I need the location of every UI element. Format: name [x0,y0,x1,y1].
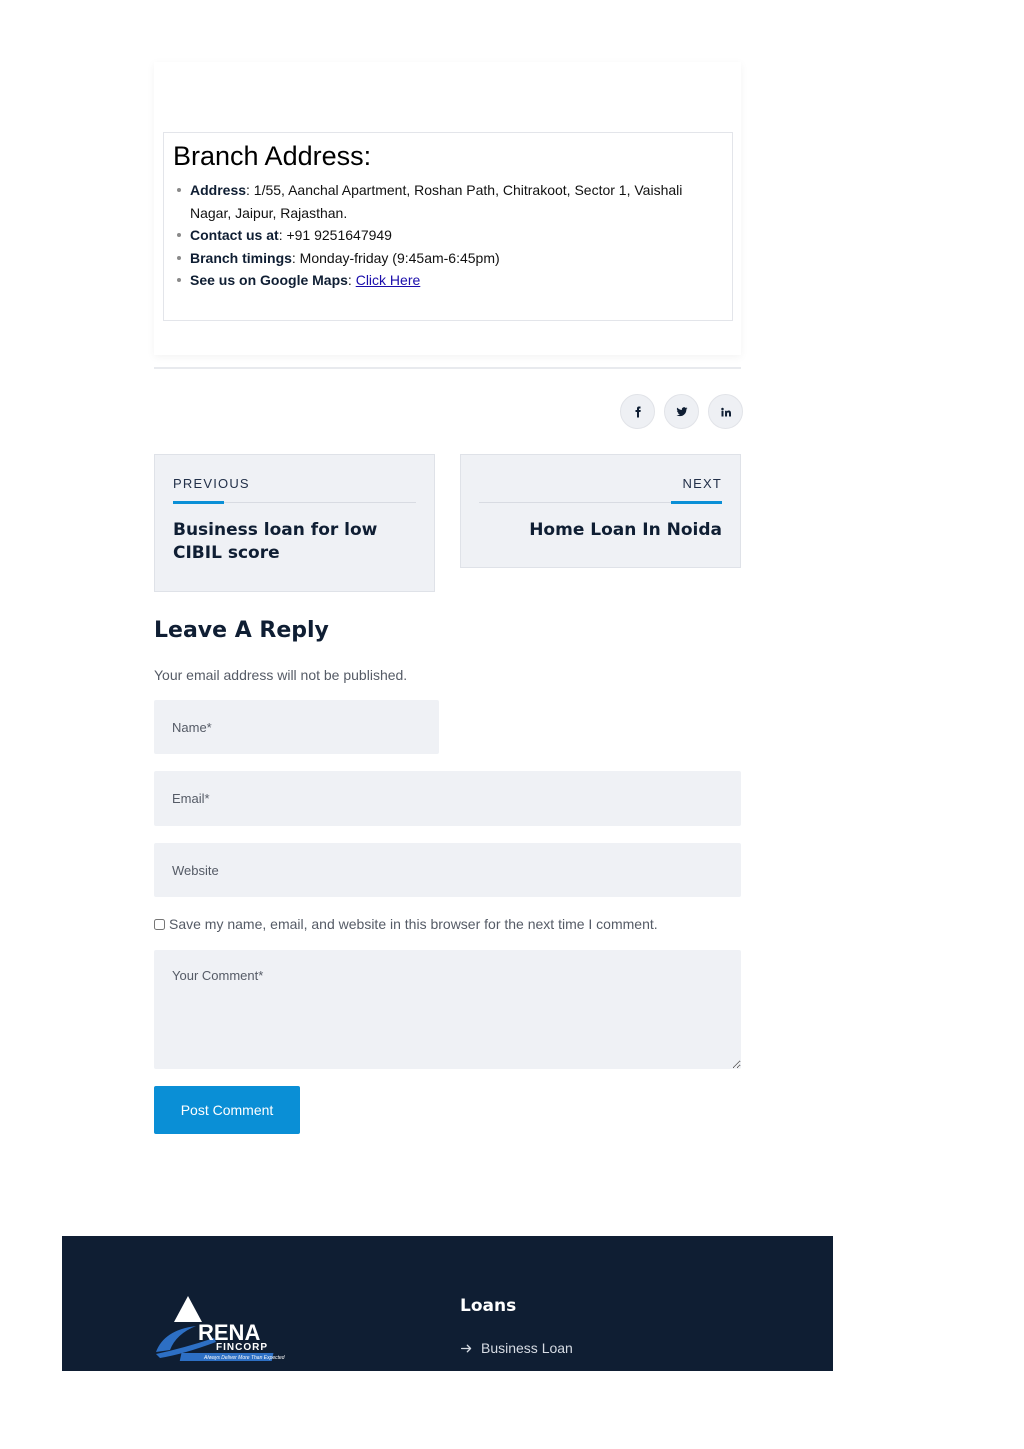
svg-text:Always Deliver More Than Expec: Always Deliver More Than Expected [204,1355,285,1361]
branch-card [154,62,741,355]
previous-rule [173,502,416,503]
reply-note: Your email address will not be published. [154,667,408,683]
twitter-share-button[interactable] [664,394,699,429]
post-comment-button[interactable]: Post Comment [154,1086,300,1134]
next-rule [479,502,722,503]
maps-link[interactable]: Click Here [355,272,421,288]
footer-link-business-loan[interactable] [460,1340,573,1356]
save-info-checkbox[interactable] [154,919,165,930]
facebook-share-button[interactable] [620,394,655,429]
svg-text:FINCORP: FINCORP [216,1342,268,1353]
save-info-row [154,916,658,932]
social-share [620,394,743,429]
next-accent [671,501,722,504]
address-label: Address [190,182,247,198]
email-field[interactable] [154,771,741,826]
content-divider [154,367,741,369]
previous-accent [173,501,224,504]
name-field[interactable] [154,700,439,754]
contact-label: Contact us at [190,227,279,243]
website-field[interactable] [154,843,741,897]
branch-maps-item [190,269,723,292]
contact-value: : +91 9251647949 [278,227,392,243]
next-post-card[interactable] [460,454,741,568]
branch-contact-item [190,224,723,247]
branch-title: Branch Address: [173,141,372,171]
branch-address-box [163,132,733,321]
linkedin-icon [720,406,732,418]
facebook-icon [632,406,644,418]
save-info-label: Save my name, email, and website in this browser for the next time I comment. [169,916,658,932]
previous-label: PREVIOUS [173,476,250,491]
timings-label: Branch timings [190,249,292,266]
previous-post-card[interactable] [154,454,435,592]
branch-timings-item [190,247,723,270]
loans-heading: Loans [460,1296,517,1316]
arrow-right-icon [460,1342,473,1355]
twitter-icon [676,406,688,418]
address-value: : 1/55, Aanchal Apartment, Roshan Path, Chitrakoot, Sector 1, Vaishali Nagar, Jaipur, Rajasthan. [190,182,683,221]
maps-label: See us on Google Maps [190,272,348,288]
next-post-title[interactable]: Home Loan In Noida [529,520,722,540]
arena-fincorp-logo[interactable] [154,1294,289,1364]
timings-value: : Monday-friday (9:45am-6:45pm) [291,249,500,266]
comment-field[interactable] [154,950,741,1069]
next-label: NEXT [682,476,722,491]
branch-address-item [190,179,723,224]
previous-post-title[interactable]: Business loan for low CIBIL score [173,520,378,563]
branch-list [173,179,723,292]
maps-separator: : [347,272,356,288]
svg-text:RENA: RENA [198,1320,261,1345]
site-footer [62,1236,833,1371]
linkedin-share-button[interactable] [708,394,743,429]
reply-title: Leave A Reply [154,618,329,643]
business-loan-link-label: Business Loan [481,1340,573,1356]
